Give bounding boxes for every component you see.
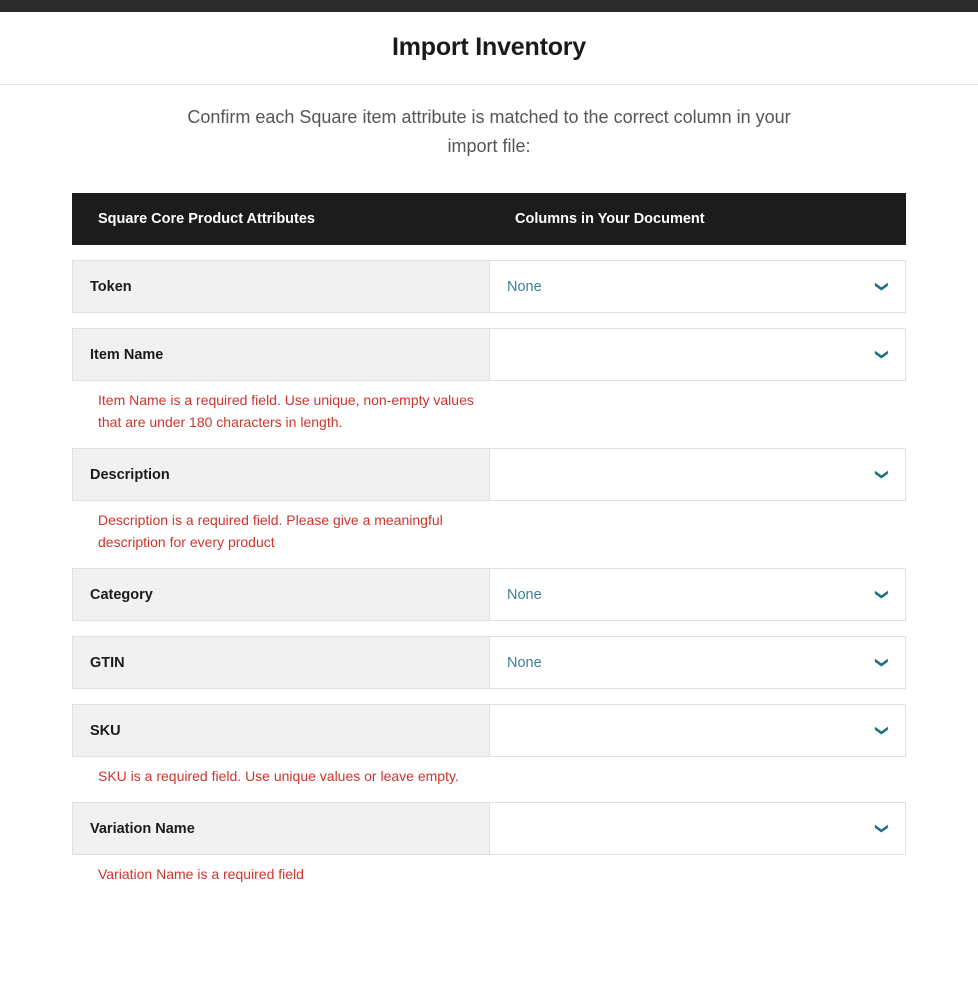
attribute-label: Category xyxy=(73,569,490,620)
column-select[interactable] xyxy=(490,449,905,500)
column-select[interactable] xyxy=(490,261,905,312)
column-select[interactable] xyxy=(490,637,905,688)
table-row xyxy=(72,448,906,501)
column-select[interactable] xyxy=(490,705,905,756)
attribute-label: Variation Name xyxy=(73,803,490,854)
top-bar xyxy=(0,0,978,12)
attribute-mapping-table xyxy=(72,193,906,885)
column-select-value: None xyxy=(507,586,542,603)
mapping-row xyxy=(72,260,906,313)
column-select[interactable] xyxy=(490,329,905,380)
column-header-attributes: Square Core Product Attributes xyxy=(98,211,315,227)
chevron-down-icon: ❯ xyxy=(875,468,891,481)
table-header-row xyxy=(72,193,906,245)
validation-error-message: SKU is a required field. Use unique values or leave empty. xyxy=(98,768,459,784)
column-select[interactable] xyxy=(490,803,905,854)
title-divider xyxy=(0,84,978,85)
chevron-down-icon: ❯ xyxy=(875,822,891,835)
mapping-row xyxy=(72,636,906,689)
mapping-row xyxy=(72,802,906,885)
table-row xyxy=(72,636,906,689)
chevron-down-icon: ❯ xyxy=(875,348,891,361)
column-select[interactable] xyxy=(490,569,905,620)
attribute-label: Description xyxy=(73,449,490,500)
chevron-down-icon: ❯ xyxy=(875,588,891,601)
column-header-document-columns: Columns in Your Document xyxy=(515,211,705,227)
table-row xyxy=(72,568,906,621)
validation-error-message: Variation Name is a required field xyxy=(98,866,304,882)
chevron-down-icon: ❯ xyxy=(875,280,891,293)
table-row xyxy=(72,260,906,313)
mapping-row xyxy=(72,704,906,787)
table-row xyxy=(72,328,906,381)
validation-error-message: Description is a required field. Please give a meaningful description for every product xyxy=(98,512,443,550)
mapping-row xyxy=(72,448,906,553)
chevron-down-icon: ❯ xyxy=(875,724,891,737)
attribute-label: GTIN xyxy=(73,637,490,688)
page-title: Import Inventory xyxy=(391,33,587,61)
table-body xyxy=(72,260,906,885)
attribute-label: Token xyxy=(73,261,490,312)
column-select-value: None xyxy=(507,654,542,671)
mapping-row xyxy=(72,568,906,621)
page-subtitle: Confirm each Square item attribute is matched to the correct column in your import file: xyxy=(187,107,791,156)
validation-error-message: Item Name is a required field. Use unique, non-empty values that are under 180 characters in length. xyxy=(98,392,474,430)
mapping-row xyxy=(72,328,906,433)
column-select-value: None xyxy=(507,278,542,295)
chevron-down-icon: ❯ xyxy=(875,656,891,669)
table-row xyxy=(72,802,906,855)
attribute-label: Item Name xyxy=(73,329,490,380)
table-row xyxy=(72,704,906,757)
attribute-label: SKU xyxy=(73,705,490,756)
